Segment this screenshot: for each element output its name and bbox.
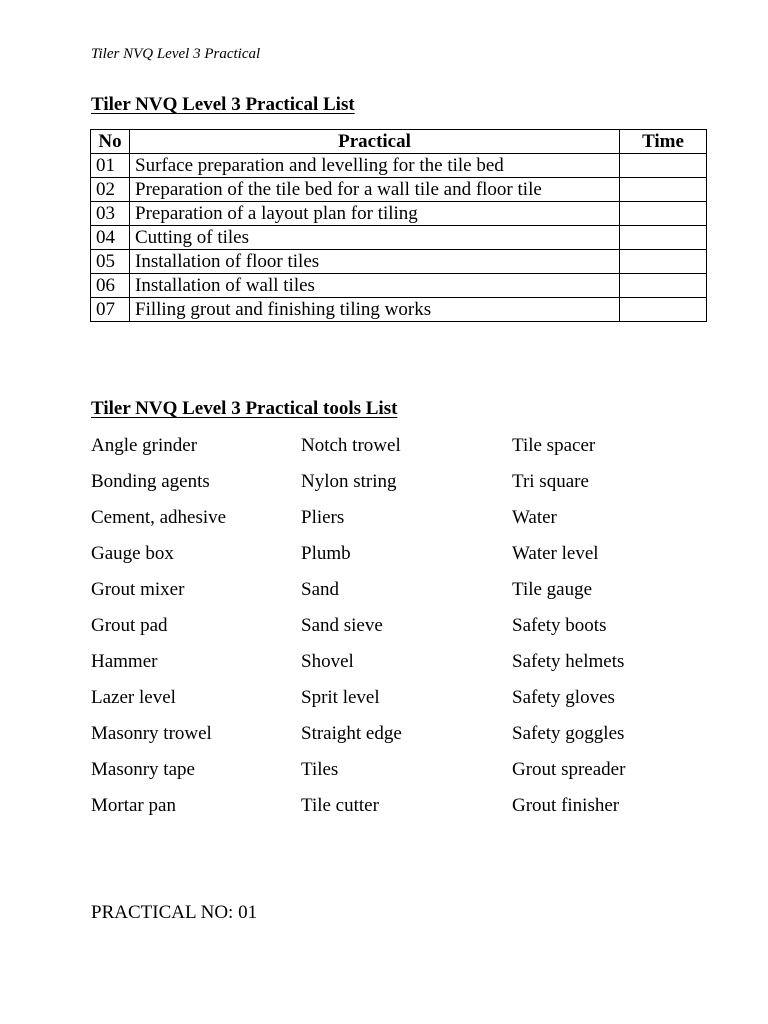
table-row <box>91 154 707 178</box>
tool-item: Sand sieve <box>301 615 383 636</box>
table-row <box>91 202 707 226</box>
tool-item: Water <box>512 507 557 528</box>
tool-item: Lazer level <box>91 687 176 708</box>
row-practical: Preparation of a layout plan for tiling <box>130 202 620 226</box>
row-number: 02 <box>91 178 130 202</box>
tool-item: Mortar pan <box>91 795 176 816</box>
tool-item: Masonry trowel <box>91 723 212 744</box>
tool-item: Sand <box>301 579 339 600</box>
tool-item: Masonry tape <box>91 759 195 780</box>
running-header: Tiler NVQ Level 3 Practical <box>91 46 261 62</box>
row-time <box>620 298 707 322</box>
row-number: 05 <box>91 250 130 274</box>
tool-item: Tile gauge <box>512 579 593 600</box>
table-row <box>91 250 707 274</box>
row-number: 03 <box>91 202 130 226</box>
tool-item: Grout pad <box>91 615 168 636</box>
tool-item: Safety gloves <box>512 687 615 708</box>
tool-item: Gauge box <box>91 543 174 564</box>
column-header-no: No <box>91 130 130 154</box>
row-time <box>620 202 707 226</box>
tool-item: Straight edge <box>301 723 402 744</box>
row-time <box>620 226 707 250</box>
tool-item: Tiles <box>301 759 339 780</box>
row-practical: Preparation of the tile bed for a wall tile and floor tile <box>130 178 620 202</box>
tools-column-3 <box>512 433 625 829</box>
row-number: 01 <box>91 154 130 178</box>
table-row <box>91 178 707 202</box>
row-time <box>620 250 707 274</box>
tool-item: Safety boots <box>512 615 607 636</box>
table-row <box>91 274 707 298</box>
table-header-row <box>91 130 707 154</box>
table-row <box>91 298 707 322</box>
row-number: 04 <box>91 226 130 250</box>
tool-item: Tile spacer <box>512 435 596 456</box>
row-practical: Installation of wall tiles <box>130 274 620 298</box>
row-practical: Filling grout and finishing tiling works <box>130 298 620 322</box>
practical-number-label: PRACTICAL NO: 01 <box>91 902 258 923</box>
tool-item: Grout finisher <box>512 795 620 816</box>
row-number: 06 <box>91 274 130 298</box>
tools-column-1 <box>91 433 226 829</box>
table-row <box>91 226 707 250</box>
tool-item: Nylon string <box>301 471 397 492</box>
row-practical: Installation of floor tiles <box>130 250 620 274</box>
tool-item: Angle grinder <box>91 435 198 456</box>
tool-item: Shovel <box>301 651 354 672</box>
practical-list-table <box>90 129 707 322</box>
row-time <box>620 154 707 178</box>
tool-item: Bonding agents <box>91 471 210 492</box>
tool-item: Plumb <box>301 543 351 564</box>
row-practical: Surface preparation and levelling for the tile bed <box>130 154 620 178</box>
tool-item: Safety helmets <box>512 651 625 672</box>
tool-item: Hammer <box>91 651 158 672</box>
row-number: 07 <box>91 298 130 322</box>
practical-list-heading: Tiler NVQ Level 3 Practical List <box>91 94 355 115</box>
row-time <box>620 274 707 298</box>
tools-list-heading: Tiler NVQ Level 3 Practical tools List <box>91 398 398 419</box>
tool-item: Grout mixer <box>91 579 185 600</box>
column-header-time: Time <box>620 130 707 154</box>
row-practical: Cutting of tiles <box>130 226 620 250</box>
tool-item: Grout spreader <box>512 759 626 780</box>
tool-item: Pliers <box>301 507 345 528</box>
tool-item: Sprit level <box>301 687 380 708</box>
tools-column-2 <box>301 433 402 829</box>
row-time <box>620 178 707 202</box>
tool-item: Tri square <box>512 471 589 492</box>
tool-item: Safety goggles <box>512 723 625 744</box>
tool-item: Tile cutter <box>301 795 379 816</box>
tool-item: Water level <box>512 543 599 564</box>
tool-item: Notch trowel <box>301 435 401 456</box>
column-header-practical: Practical <box>130 130 620 154</box>
tool-item: Cement, adhesive <box>91 507 227 528</box>
